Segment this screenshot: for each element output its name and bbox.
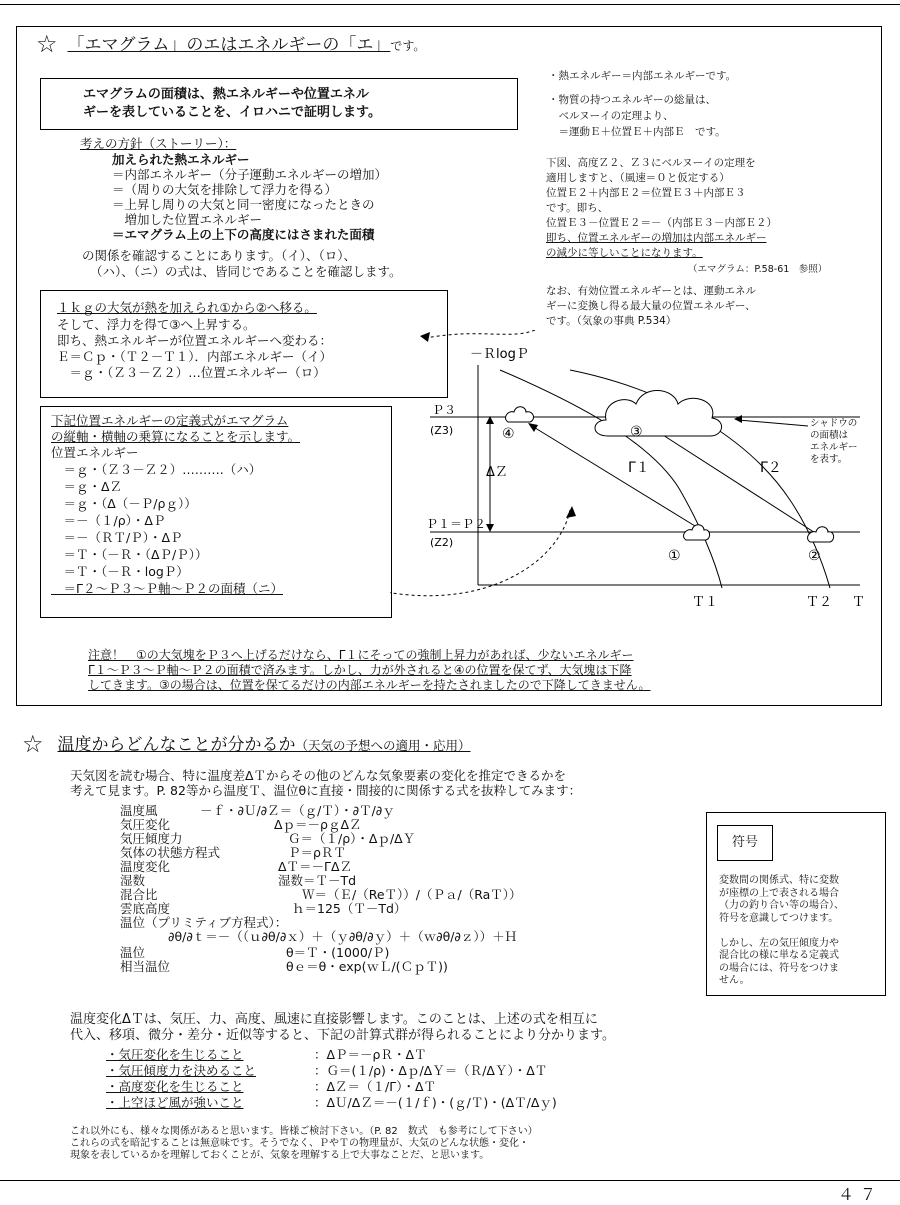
marker-2: ② [808, 548, 821, 564]
shadow-note-1: シャドウの [810, 418, 858, 429]
dz-label: ΔＺ [486, 465, 508, 480]
star-icon: ☆ [36, 30, 58, 58]
policy-line-8: （ハ）、（ニ）の式は、皆同じであることを確認します。 [90, 264, 402, 279]
shadow-note-4: を表す。 [810, 454, 848, 465]
policy-line-7: の関係を確認することにあります。（イ）、（ロ）、 [82, 248, 357, 263]
top-rule [0, 4, 900, 5]
cloud-small-2 [808, 527, 834, 542]
right-para1: 下図、高度Ｚ２、Ｚ３にベルヌーイの定理を 適用しますと、（風速＝０と仮定する） 位置Ｅ２＋内部Ｅ２＝位置Ｅ３＋内部Ｅ３ です。即ち、 位置Ｅ３－位置Ｅ２＝－（内部Ｅ３－内部Ｅ２） 即ち、位置エネルギーの増加は内部エネルギー の減少に等しいことになります。 [546, 157, 777, 259]
sign-box: 符号 変数間の関係式、特に変数 が座標の上で表される場合 （力の釣り合い等の場合）、 符号を意識してつけます。 しかし、左の気圧傾度力や 混合比の様に単なる定義式 の場合には、符号をつけま せん。 [706, 812, 886, 996]
right-notes: ・熱エネルギー＝内部エネルギーです。 ・物質の持つエネルギーの総量は、 ベルヌーイの定理より、 ＝運動Ｅ＋位置Ｅ＋内部Ｅ です。 [548, 70, 737, 138]
cloud-small-4 [506, 407, 534, 422]
right-para2: なお、有効位置エネルギーとは、運動エネル ギーに変換し得る最大量の位置エネルギー、 です。（気象の事典 P.534） [546, 285, 756, 327]
shadow-note-2: の面積は [810, 430, 849, 441]
shadow-note-3: エネルギー [810, 442, 858, 453]
derived-list: ・気圧変化を生じること ：ΔＰ＝－ρＲ・ΔＴ ・気圧傾度力を決めること ：Ｇ＝(１/ρ)・Δｐ/ΔＹ＝（Ｒ/ΔＹ）・ΔＴ ・高度変化を生じること ：ΔＺ＝（１/Γ）・ΔＴ ・上空ほど風が強いこと ：ΔＵ/ΔＺ＝－(１/ｆ)・(ｇ/Ｔ)・(ΔＴ/Δｙ) [106, 1047, 557, 1110]
section2-title: ☆ 温度からどんなことが分かるか（天気の予想への適用・応用） [22, 730, 471, 758]
caution-note: 注意！ ①の大気塊をＰ３へ上げるだけなら、Γ１にそっての強制上昇力があれば、少ないエネルギー Γ１～Ｐ３～Ｐ軸～Ｐ２の面積で済みます。しかし、力が外されると④の位置を保てず、大気塊は下降 してきます。③の場合は、位置を保てるだけの内部エネルギーを持たされましたので下降してきません。 [88, 648, 651, 692]
gamma2-line [652, 428, 820, 536]
marker-1: ① [668, 548, 681, 564]
marker-3: ③ [630, 424, 643, 440]
intro-box: エマグラムの面積は、熱エネルギーや位置エネル ギーを表していることを、イロハニで証明します。 [40, 78, 518, 130]
z2-label: (Z2) [430, 536, 454, 549]
t2-label: Ｔ２ [806, 595, 833, 610]
z3-label: (Z3) [430, 424, 454, 437]
footer-note: これ以外にも、様々な関係があると思います。皆様ご検討下さい。（P. 82 数式 も参考にして下さい） これらの式を暗記することは無意味です。そうでなく、ＰやＴの物理量が、大気のどんな状態・変化・ 現象を表しているかを理解しておくことが、気象を理解する上で大事なことだ、と思います。 [70, 1126, 538, 1161]
ref-emagram: （エマグラム：P.58-61 参照） [688, 264, 828, 275]
cloud-large-3 [595, 390, 722, 436]
cloud-small-1 [684, 525, 710, 540]
y-axis-label: －ＲlogＰ [470, 347, 529, 362]
shadow-note-arrow [738, 420, 808, 426]
arrowhead-upper [420, 332, 430, 342]
star-icon: ☆ [22, 730, 44, 758]
emagram-diagram [390, 330, 880, 620]
t1-label: Ｔ１ [692, 595, 719, 610]
potential-energy-box: 下記位置エネルギーの定義式がエマグラム の縦軸・横軸の乗算になることを示します。 位置エネルギー ＝ｇ・（Ｚ３－Ｚ２）……….（ハ） ＝ｇ・ΔＺ ＝ｇ・（Δ（－Ｐ/ρｇ）） ＝－（１/ρ）・ΔＰ ＝－（ＲＴ/Ｐ）・ΔＰ ＝Ｔ・（－Ｒ・（ΔＰ/Ｐ）） ＝Ｔ・（－Ｒ・logＰ） ＝Γ２～Ｐ３～Ｐ軸～Ｐ２の面積（ニ） [40, 406, 392, 618]
section2-intro: 天気図を読む場合、特に温度差ΔＴからその他のどんな気象要素の変化を推定できるかを 考えて見ます。P. 82等から温度Ｔ、温位θに直接・間接的に関係する式を抜粋してみます： [70, 768, 582, 798]
section2-para: 温度変化ΔＴは、気圧、力、高度、風速に直接影響します。このことは、上述の式を相互に 代入、移項、微分・差分・近似等すると、下記の計算式群が得られることにより分かります。 [70, 1012, 615, 1043]
gamma2-label: Γ２ [760, 460, 782, 476]
policy-heading: 考えの方針（ストーリー）： [80, 136, 237, 151]
p3-label: Ｐ３ [432, 403, 457, 417]
p1p2-label: Ｐ１＝Ｐ２ [426, 517, 487, 531]
bottom-rule [0, 1180, 900, 1181]
formula-list: 温度風 －ｆ・∂Ｕ/∂Ｚ＝（ｇ/Ｔ）・∂Ｔ/∂ｙ 気圧変化 Δｐ＝－ρｇΔＺ 気圧傾度力 Ｇ＝（１/ρ）・Δｐ/ΔＹ 気体の状態方程式 Ｐ＝ρＲＴ 温度変化 ΔＴ＝－ΓΔＺ 湿数 湿数＝Ｔ－Td 混合比 Ｗ＝（Ｅ/（ReＴ））/（Ｐａ/（RaＴ）） 雲底高度 ｈ＝125（Ｔ－Td） 温位（プリミティブ方程式）： ∂θ/∂ｔ＝－（（ｕ∂θ/∂ｘ）＋（ｙ∂θ/∂ｙ）＋（ｗ∂θ/∂ｚ））＋Ｈ 温位 θ＝Ｔ・(1000/Ｐ) 相当温位 θｅ＝θ・exp(ｗＬ/(ＣｐＴ)) [120, 803, 522, 974]
policy-list: 加えられた熱エネルギー ＝内部エネルギー（分子運動エネルギーの増加） ＝（周りの大気を排除して浮力を得る） ＝上昇し周りの大気と同一密度になったときの 増加した位置エネルギー ＝エマグラム上の上下の高度にはさまれた面積 [112, 152, 388, 242]
marker-4: ④ [502, 426, 515, 442]
gamma1-label: Γ１ [628, 460, 650, 476]
energy-box: １ｋｇの大気が熱を加えられ①から②へ移る。 そして、浮力を得て③へ上昇する。 即ち、熱エネルギーが位置エネルギーへ変わる： Ｅ＝Ｃｐ・（Ｔ２－Ｔ１）．内部エネルギー（イ） ＝ｇ・（Ｚ３－Ｚ２）…位置エネルギー（ロ） [40, 290, 448, 398]
section1-title: ☆ 「エマグラム」のエはエネルギーの「エ」です。 [36, 30, 426, 58]
page-number: ４７ [838, 1185, 883, 1204]
t-label: Ｔ [852, 595, 866, 610]
arrowhead-lower [566, 506, 576, 518]
sign-box-title: 符号 [717, 825, 773, 861]
dashed-arrow-upper [426, 330, 535, 338]
